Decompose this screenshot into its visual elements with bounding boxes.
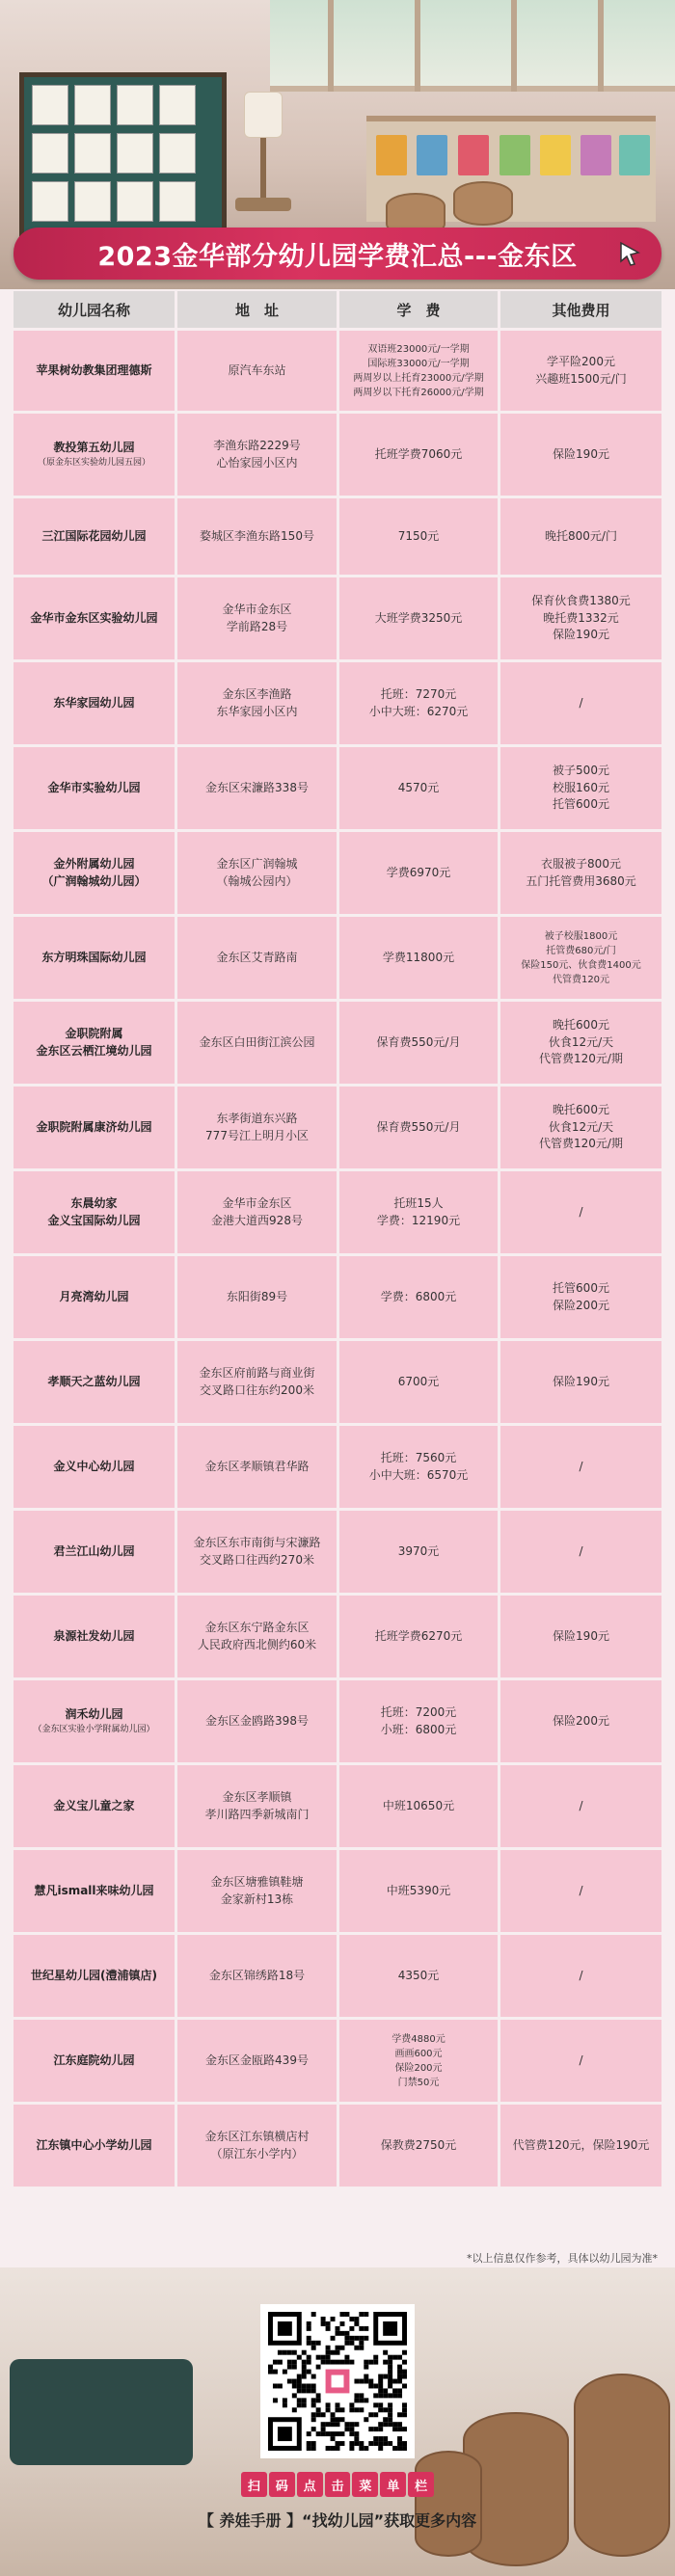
qr-code-icon (268, 2312, 407, 2451)
column-header-other: 其他费用 (500, 291, 662, 328)
kindergarten-name (14, 1762, 177, 1847)
tuition-fee: 保育费550元/月 (339, 1084, 500, 1168)
table-row (14, 1084, 662, 1168)
kindergarten-name-note: （金东区实验小学附属幼儿园） (33, 1724, 155, 1734)
table-row (14, 1338, 662, 1423)
tuition-fee: 学费6970元 (339, 829, 500, 914)
kindergarten-address: 金东区广润翰城 （翰城公园内） (177, 829, 339, 914)
tuition-fee: 托班学费7060元 (339, 411, 500, 496)
kindergarten-address: 金东区东市南街与宋濂路 交叉路口往西约270米 (177, 1508, 339, 1593)
scan-strip-char: 点 (297, 2472, 323, 2497)
scan-strip-char: 码 (269, 2472, 295, 2497)
page-title: 2023金华部分幼儿园学费汇总---金东区 (14, 228, 662, 280)
table-row (14, 744, 662, 829)
tuition-fee: 学费11800元 (339, 914, 500, 999)
tuition-fee: 6700元 (339, 1338, 500, 1423)
tuition-fee: 托班15人 学费：12190元 (339, 1168, 500, 1253)
column-header-name: 幼儿园名称 (14, 291, 177, 328)
kindergarten-name-note: （原金东区实验幼儿园五园） (37, 457, 150, 468)
other-fees: / (500, 1847, 662, 1932)
footer-photo (0, 2267, 675, 2576)
table-row (14, 1677, 662, 1762)
tuition-fee: 学费：6800元 (339, 1253, 500, 1338)
qr-code[interactable] (260, 2304, 415, 2458)
tuition-fee: 双语班23000元/一学期 国际班33000元/一学期 两周岁以上托育23000元/学期 两周岁以下托育26000元/学期 (339, 328, 500, 411)
kindergarten-name (14, 1253, 177, 1338)
kindergarten-address: 金东区金鸥路398号 (177, 1677, 339, 1762)
table-row (14, 1593, 662, 1677)
kindergarten-name (14, 829, 177, 914)
other-fees: 保险190元 (500, 1338, 662, 1423)
tuition-fee: 托班：7270元 小中大班：6270元 (339, 659, 500, 744)
tuition-fee: 托班学费6270元 (339, 1593, 500, 1677)
kindergarten-address: 金东区东宁路金东区 人民政府西北侧约60米 (177, 1593, 339, 1677)
kindergarten-name-text: 三江国际花园幼儿园 (41, 528, 147, 543)
kindergarten-address: 金东区江东镇横店村 （原江东小学内） (177, 2102, 339, 2187)
column-header-fee: 学 费 (339, 291, 500, 328)
other-fees: 学平险200元 兴趣班1500元/门 (500, 328, 662, 411)
kindergarten-name-text: 月亮湾幼儿园 (59, 1289, 129, 1303)
kindergarten-address: 金东区白田街江滨公园 (177, 999, 339, 1084)
table-row (14, 829, 662, 914)
table-row (14, 411, 662, 496)
other-fees: 晚托600元 伙食12元/天 代管费120元/期 (500, 999, 662, 1084)
kindergarten-name-text: 孝顺天之蓝幼儿园 (47, 1374, 141, 1388)
kindergarten-name (14, 411, 177, 496)
tuition-fee: 学费4880元 画画600元 保险200元 门禁50元 (339, 2017, 500, 2102)
kindergarten-name (14, 914, 177, 999)
kindergarten-name-text: 世纪星幼儿园(澧浦镇店) (31, 1968, 157, 1982)
table-row (14, 328, 662, 411)
table-row (14, 1423, 662, 1508)
other-fees: / (500, 1762, 662, 1847)
scan-menu-strip (241, 2472, 434, 2497)
table-header-row (14, 291, 662, 328)
kindergarten-name-text: 金职院附属 金东区云栖江境幼儿园 (36, 1027, 152, 1058)
table-row (14, 1168, 662, 1253)
kindergarten-name (14, 1084, 177, 1168)
kindergarten-name-text: 苹果树幼教集团理德斯 (36, 362, 152, 377)
kindergarten-name-text: 金义宝儿童之家 (53, 1798, 135, 1812)
table-row (14, 1762, 662, 1847)
table-row (14, 2017, 662, 2102)
tuition-fee: 4350元 (339, 1932, 500, 2017)
pointer-icon (615, 239, 644, 268)
kindergarten-address: 金东区孝顺镇君华路 (177, 1423, 339, 1508)
kindergarten-name-text: 慧凡ismall来味幼儿园 (34, 1883, 154, 1897)
kindergarten-name (14, 659, 177, 744)
kindergarten-address: 金东区宋濂路338号 (177, 744, 339, 829)
kindergarten-name (14, 1932, 177, 2017)
other-fees: 保险190元 (500, 1593, 662, 1677)
tuition-table (14, 291, 662, 2239)
other-fees: / (500, 659, 662, 744)
kindergarten-address: 东孝街道东兴路 777号江上明月小区 (177, 1084, 339, 1168)
other-fees: 代管费120元，保险190元 (500, 2102, 662, 2187)
kindergarten-name-text: 东晨幼家 金义宝国际幼儿园 (47, 1196, 141, 1227)
kindergarten-address: 金华市金东区 学前路28号 (177, 575, 339, 659)
tuition-fee: 3970元 (339, 1508, 500, 1593)
table-row (14, 1847, 662, 1932)
kindergarten-name (14, 1508, 177, 1593)
tuition-fee: 托班：7200元 小班：6800元 (339, 1677, 500, 1762)
table-row (14, 575, 662, 659)
table-row (14, 1508, 662, 1593)
tuition-fee: 保教费2750元 (339, 2102, 500, 2187)
kindergarten-name (14, 2102, 177, 2187)
tuition-fee: 大班学费3250元 (339, 575, 500, 659)
kindergarten-name-text: 东方明珠国际幼儿园 (41, 950, 147, 964)
tuition-fee: 4570元 (339, 744, 500, 829)
sofa-decoration (10, 2359, 193, 2465)
lamp-decoration (235, 92, 291, 207)
kindergarten-name-text: 金外附属幼儿园 （广润翰城幼儿园） (41, 857, 147, 888)
other-fees: 保险190元 (500, 411, 662, 496)
kindergarten-name (14, 999, 177, 1084)
kindergarten-name (14, 2017, 177, 2102)
tuition-fee: 中班5390元 (339, 1847, 500, 1932)
kindergarten-address: 金东区李渔路 东华家园小区内 (177, 659, 339, 744)
kindergarten-address: 婺城区李渔东路150号 (177, 496, 339, 575)
other-fees: 被子500元 校服160元 托管600元 (500, 744, 662, 829)
kindergarten-name (14, 1847, 177, 1932)
other-fees: / (500, 1423, 662, 1508)
kindergarten-address: 原汽车东站 (177, 328, 339, 411)
other-fees: / (500, 1168, 662, 1253)
other-fees: 被子校服1800元 托管费680元/门 保险150元、伙食费1400元 代管费120元 (500, 914, 662, 999)
other-fees: 托管600元 保险200元 (500, 1253, 662, 1338)
kindergarten-name (14, 328, 177, 411)
scan-strip-char: 单 (380, 2472, 406, 2497)
table-row (14, 999, 662, 1084)
table-row (14, 496, 662, 575)
kindergarten-name (14, 1338, 177, 1423)
kindergarten-name (14, 1168, 177, 1253)
kindergarten-name-text: 江东庭院幼儿园 (53, 2053, 135, 2067)
kindergarten-name-text: 金义中心幼儿园 (53, 1459, 135, 1473)
scan-strip-char: 扫 (241, 2472, 267, 2497)
tuition-fee: 保育费550元/月 (339, 999, 500, 1084)
kindergarten-address: 金东区金瓯路439号 (177, 2017, 339, 2102)
scan-strip-char: 击 (325, 2472, 351, 2497)
other-fees: 晚托600元 伙食12元/天 代管费120元/期 (500, 1084, 662, 1168)
kindergarten-address: 金华市金东区 金港大道西928号 (177, 1168, 339, 1253)
table-row (14, 1253, 662, 1338)
scan-strip-char: 菜 (352, 2472, 378, 2497)
chalkboard-decoration (19, 72, 227, 246)
tuition-fee: 中班10650元 (339, 1762, 500, 1847)
kindergarten-address: 李渔东路2229号 心怡家园小区内 (177, 411, 339, 496)
table-row (14, 1932, 662, 2017)
kindergarten-name-text: 金华市实验幼儿园 (47, 780, 141, 794)
kindergarten-name-text: 东华家园幼儿园 (53, 695, 135, 710)
kindergarten-name-text: 教投第五幼儿园 (53, 441, 135, 455)
other-fees: 保育伙食费1380元 晚托费1332元 保险190元 (500, 575, 662, 659)
other-fees: 晚托800元/门 (500, 496, 662, 575)
footer-caption: 【 养娃手册 】“找幼儿园”获取更多内容 (198, 2511, 477, 2530)
kindergarten-address: 金东区锦绣路18号 (177, 1932, 339, 2017)
tuition-fee: 托班：7560元 小中大班：6570元 (339, 1423, 500, 1508)
kindergarten-name-text: 金职院附属康济幼儿园 (36, 1119, 152, 1134)
table-row (14, 659, 662, 744)
stool-decoration (453, 181, 513, 226)
column-header-address: 地 址 (177, 291, 339, 328)
kindergarten-address: 金东区府前路与商业街 交叉路口往东约200米 (177, 1338, 339, 1423)
kindergarten-name-text: 君兰江山幼儿园 (53, 1543, 135, 1558)
kindergarten-name (14, 1593, 177, 1677)
kindergarten-address: 东阳街89号 (177, 1253, 339, 1338)
other-fees: 保险200元 (500, 1677, 662, 1762)
kindergarten-name (14, 496, 177, 575)
log-stool-decoration (415, 2451, 482, 2557)
window-decoration (270, 0, 675, 92)
other-fees: / (500, 2017, 662, 2102)
kindergarten-name (14, 575, 177, 659)
table-row (14, 2102, 662, 2187)
kindergarten-address: 金东区孝顺镇 孝川路四季新城南门 (177, 1762, 339, 1847)
kindergarten-name-text: 泉源社发幼儿园 (53, 1628, 135, 1643)
other-fees: 衣服被子800元 五门托管费用3680元 (500, 829, 662, 914)
table-row (14, 914, 662, 999)
tuition-fee: 7150元 (339, 496, 500, 575)
kindergarten-name-text: 江东镇中心小学幼儿园 (36, 2137, 152, 2152)
disclaimer-note: *以上信息仅作参考，具体以幼儿园为准* (467, 2252, 658, 2265)
kindergarten-address: 金东区艾青路南 (177, 914, 339, 999)
kindergarten-name (14, 1677, 177, 1762)
kindergarten-name (14, 1423, 177, 1508)
kindergarten-name (14, 744, 177, 829)
other-fees: / (500, 1508, 662, 1593)
kindergarten-address: 金东区塘雅镇鞋塘 金家新村13栋 (177, 1847, 339, 1932)
scan-strip-char: 栏 (408, 2472, 434, 2497)
kindergarten-name-text: 金华市金东区实验幼儿园 (30, 610, 158, 625)
kindergarten-name-text: 润禾幼儿园 (65, 1707, 123, 1722)
other-fees: / (500, 1932, 662, 2017)
